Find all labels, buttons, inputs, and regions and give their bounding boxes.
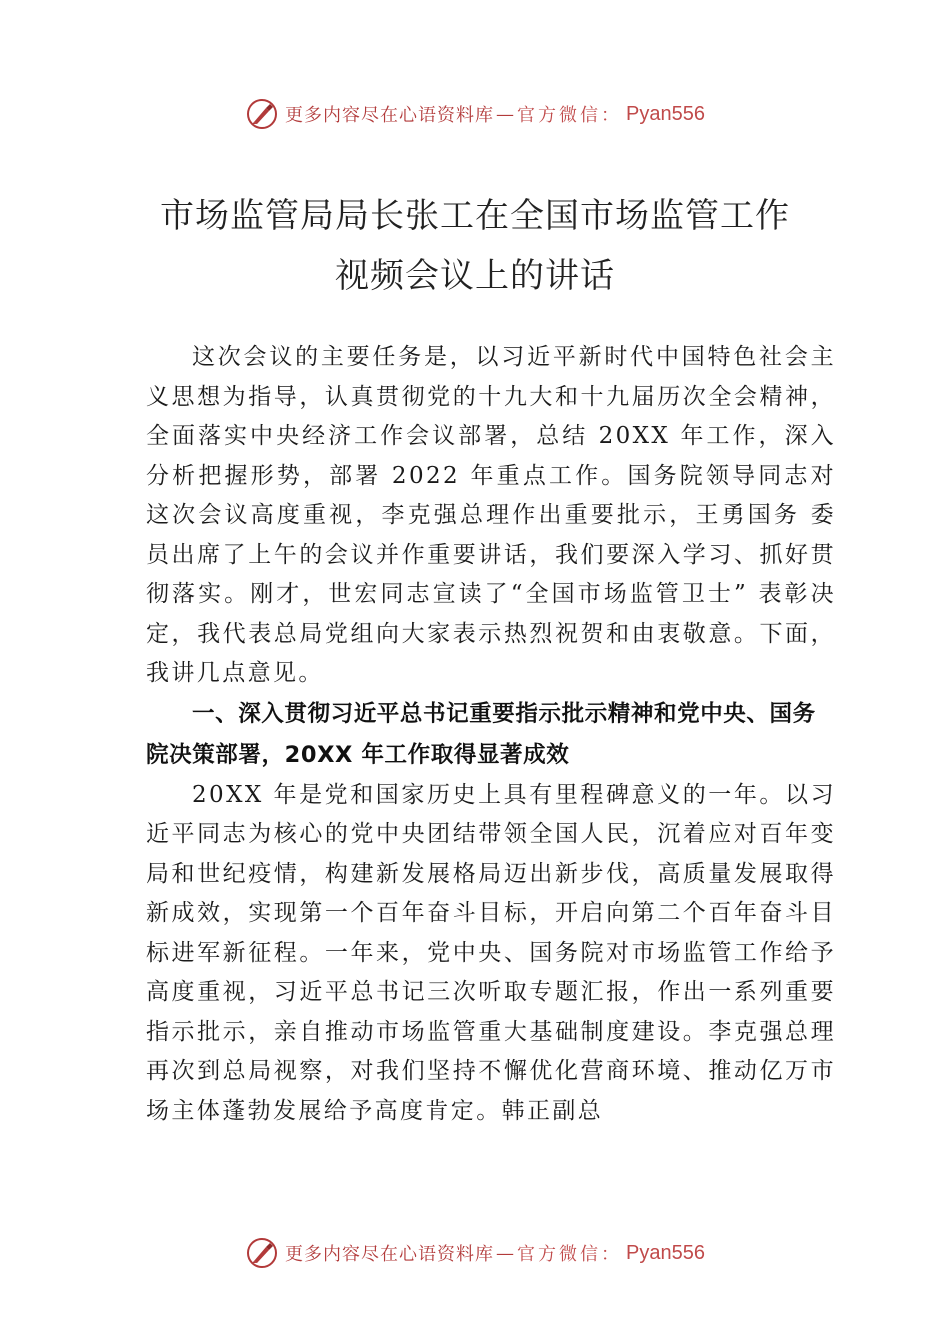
document-body — [146, 338, 836, 1131]
pen-logo-icon — [245, 97, 279, 131]
watermark-separator: — — [496, 1242, 516, 1264]
watermark-label: 官方微信： — [517, 1244, 623, 1265]
body-paragraph-2: 20XX 年是党和国家历史上具有里程碑意义的一年。以习近平同志为核心的党中央团结带领全国人民，沉着应对百年变局和世纪疫情，构建新发展格局迈出新步伐，高质量发展取得新成效，实现第一个百年奋斗目标，开启向第二个百年奋斗目标进军新征程。一年来，党中央、国务院对市场监管工作给予高度重视，习近平总书记三次听取专题汇报，作出一系列重要指示批示，亲自推动市场监管重大基础制度建设。李克强总理再次到总局视察，对我们坚持不懈优化营商环境、推动亿万市场主体蓬勃发展给予高度肯定。韩正副总 — [146, 781, 836, 1124]
document-title-line1: 市场监管局局长张工在全国市场监管工作 — [160, 196, 790, 236]
watermark-wechat-id: Pyan556 — [626, 1241, 705, 1264]
watermark-brand: 更多内容尽在心语资料库 — [285, 1244, 495, 1265]
pen-logo-icon — [245, 1236, 279, 1270]
header-watermark — [0, 94, 950, 134]
section-heading-1: 一、深入贯彻习近平总书记重要指示批示精神和党中央、国务院决策部署，20XX 年工作取得显著成效 — [146, 700, 816, 768]
watermark-wechat-id: Pyan556 — [626, 102, 705, 125]
watermark-brand: 更多内容尽在心语资料库 — [285, 105, 495, 126]
watermark-label: 官方微信： — [517, 105, 623, 126]
document-title-line2: 视频会议上的讲话 — [335, 256, 615, 296]
body-paragraph-1: 这次会议的主要任务是，以习近平新时代中国特色社会主义思想为指导，认真贯彻党的十九大和十九届历次全会精神，全面落实中央经济工作会议部署，总结 20XX 年工作，深入分析把握形势，部署 2022 年重点工作。国务院领导同志对这次会议高度重视，李克强总理作出重要批示，王勇国务 委员出席了上午的会议并作重要讲话，我们要深入学习、抓好贯彻落实。刚才，世宏同志宣读了“全国市场监管卫士” 表彰决定，我代表总局党组向大家表示热烈祝贺和由衷敬意。下面，我讲几点意见。 — [146, 344, 836, 686]
footer-watermark — [0, 1233, 950, 1273]
watermark-separator: — — [496, 103, 516, 125]
